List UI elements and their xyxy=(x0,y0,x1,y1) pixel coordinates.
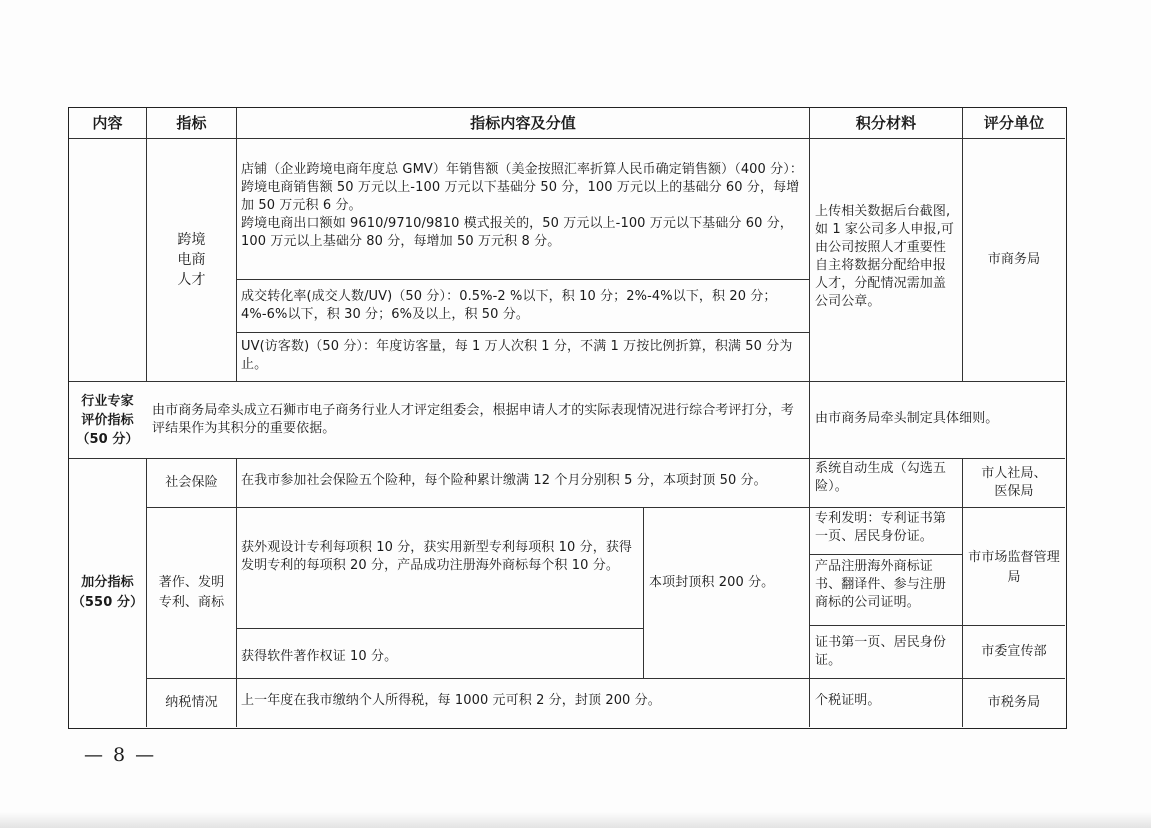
conversion-score-text: 成交转化率(成交人数/UV)（50 分）：0.5%-2 %以下，积 10 分；2%-4%以下，积 20 分；4%-6%以下，积 30 分；6%及以上，积 50 分。 xyxy=(241,289,777,322)
header-indicator-detail: 指标内容及分值 xyxy=(470,114,576,132)
patent-divider xyxy=(236,628,643,629)
ecommerce-unit: 市商务局 xyxy=(987,252,1041,267)
social-insurance-material: 系统自动生成（勾选五险）。 xyxy=(815,461,947,494)
indicator-tax: 纳税情况 xyxy=(165,695,218,710)
expert-evaluation-label: 行业专家 评价指标 （50 分） xyxy=(76,393,139,447)
trademark-material: 产品注册海外商标证书、翻译件、参与注册商标的公司证明。 xyxy=(815,559,947,610)
bonus-indicator-label: 加分指标 （550 分） xyxy=(71,575,144,610)
page-edge-shadow xyxy=(0,812,1151,828)
header-content: 内容 xyxy=(92,114,123,132)
header-indicator: 指标 xyxy=(176,114,207,132)
propaganda-unit: 市委宣传部 xyxy=(981,644,1047,659)
social-bottom-line xyxy=(146,507,1065,508)
indicator-ip: 著作、发明 专利、商标 xyxy=(158,575,225,610)
tax-detail: 上一年度在我市缴纳个人所得税，每 1000 元可积 2 分，封顶 200 分。 xyxy=(241,693,661,708)
indicator-social-insurance: 社会保险 xyxy=(165,475,218,490)
material-patent-divider xyxy=(809,554,962,555)
header-material: 积分材料 xyxy=(855,114,917,132)
indicator-ecommerce-talent: 跨境 电商 人才 xyxy=(177,232,206,288)
uv-score-text: UV(访客数)（50 分）：年度访客量，每 1 万人次积 1 分，不满 1 万按比例折算，积满 50 分为止。 xyxy=(241,339,793,372)
software-copyright-detail: 获得软件著作权证 10 分。 xyxy=(241,649,398,664)
ecommerce-material: 上传相关数据后台截图,如 1 家公司多人申报,可由公司按照人才重要性自主将数据分配给申报人才，分配情况需加盖公司公章。 xyxy=(815,204,954,309)
patent-trademark-detail: 获外观设计专利每项积 10 分，获实用新型专利每项积 10 分，获得发明专利的每项积 20 分，产品成功注册海外商标每个积 10 分。 xyxy=(241,540,633,573)
col-line-3 xyxy=(809,108,810,727)
expert-evaluation-detail: 由市商务局牵头成立石狮市电子商务行业人才评定组委会，根据申请人才的实际表现情况进行综合考评打分，考评结果作为其积分的重要依据。 xyxy=(152,403,794,436)
cap-column-line xyxy=(643,507,644,678)
tax-unit: 市税务局 xyxy=(987,695,1041,710)
header-unit: 评分单位 xyxy=(983,114,1045,132)
col-line-2a xyxy=(236,108,237,381)
col-line-2b xyxy=(236,458,237,727)
market-supervision-unit: 市市场监督管理局 xyxy=(968,550,1060,585)
gmv-divider xyxy=(236,279,809,280)
page-number: — 8 — xyxy=(84,744,157,766)
ip-cap-text: 本项封顶积 200 分。 xyxy=(649,575,775,590)
patent-material: 专利发明：专利证书第一页、居民身份证。 xyxy=(815,511,947,544)
conversion-divider xyxy=(236,332,809,333)
social-insurance-detail: 在我市参加社会保险五个险种，每个险种累计缴满 12 个月分别积 5 分，本项封顶 50 分。 xyxy=(241,473,767,488)
social-insurance-unit: 市人社局、 医保局 xyxy=(981,466,1047,499)
expert-evaluation-material: 由市商务局牵头制定具体细则。 xyxy=(815,411,999,426)
ip-bottom-line xyxy=(146,678,1065,679)
software-material: 证书第一页、居民身份证。 xyxy=(815,635,947,668)
scoring-table xyxy=(68,107,1067,729)
ecommerce-bottom-line xyxy=(69,381,1065,382)
gmv-score-text: 店铺（企业跨境电商年度总 GMV）年销售额（美金按照汇率折算人民币确定销售额）（400 分）：跨境电商销售额 50 万元以上-100 万元以下基础分 50 分，100 万元以上的基础分 60 分，每增加 50 万元积 6 分。 跨境电商出口额如 9610/9710/9810 模式报关的，50 万元以上-100 万元以下基础分 60 分，100 万元以上基础分 80 分，每增加 50 万元积 8 分。 xyxy=(241,162,803,249)
tax-material: 个税证明。 xyxy=(815,693,881,708)
